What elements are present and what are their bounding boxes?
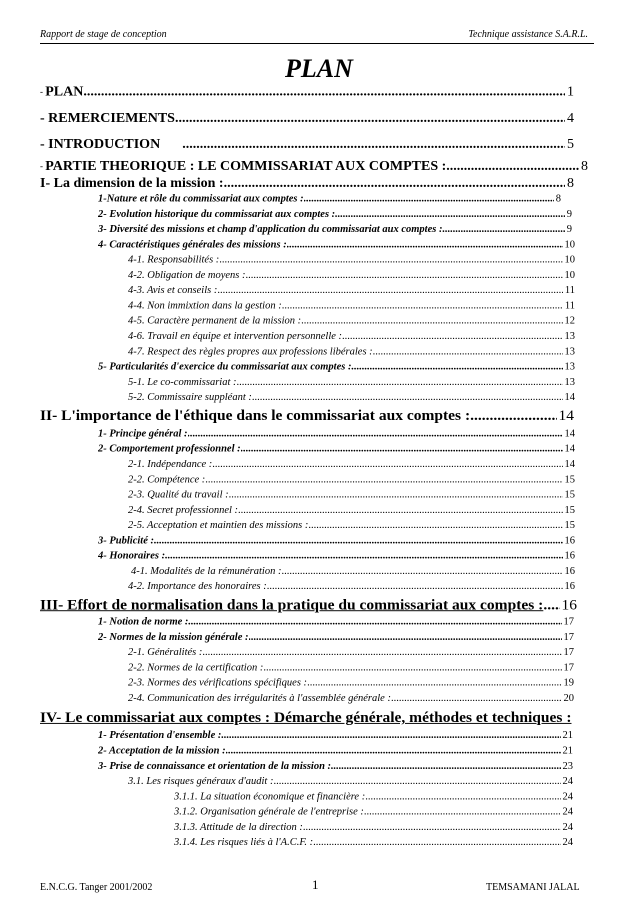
toc-entry: 4-1. Responsabilités : ..... 10 xyxy=(128,252,575,265)
toc-entry: 1-Nature et rôle du commissariat aux comptes : ..... 8 xyxy=(98,191,561,204)
toc-entry: 4-1. Modalités de la rémunération : ..... 16 xyxy=(131,563,575,576)
toc-entry: 2- Comportement professionnel : ..... 14 xyxy=(98,441,575,454)
toc-entry: 1- Principe général : ..... 14 xyxy=(98,426,575,439)
toc-entry-remerciements: - REMERCIEMENTS ..... 4 xyxy=(40,111,574,127)
toc-entry: 2-4. Secret professionnel : ..... 15 xyxy=(128,502,575,515)
toc-entry: 3- Prise de connaissance et orientation de la mission : ..... 23 xyxy=(98,758,573,771)
toc-entry: 5-2. Commissaire suppléant : ..... 14 xyxy=(128,390,575,403)
toc-entry-partie-theorique: - PARTIE THEORIQUE : LE COMMISSARIAT AUX COMPTES : ..... 8 xyxy=(40,159,588,175)
toc-entry: 2-2. Compétence : ..... 15 xyxy=(128,472,575,485)
toc-entry-section-4: IV- Le commissariat aux comptes : Démarche générale, méthodes et techniques : xyxy=(40,709,572,726)
toc-entry: 2-1. Généralités : ..... 17 xyxy=(128,645,574,658)
toc-entry: 3.1.2. Organisation générale de l'entreprise : ..... 24 xyxy=(174,804,573,817)
toc-entry: 2- Acceptation de la mission : ..... 21 xyxy=(98,743,573,756)
toc-entry: 4- Honoraires : ..... 16 xyxy=(98,548,575,561)
toc-entry: 3.1.3. Attitude de la direction : ..... 24 xyxy=(174,819,573,832)
toc-entry: 1- Notion de norme : ..... 17 xyxy=(98,614,574,627)
toc-entry: 4-4. Non immixtion dans la gestion : ..... 11 xyxy=(128,298,575,311)
toc-entry: 2-3. Qualité du travail : ..... 15 xyxy=(128,487,575,500)
toc-entry-section-2: II- L'importance de l'éthique dans le commissariat aux comptes : ..... 14 xyxy=(40,407,574,425)
toc-entry-plan: - PLAN ..... 1 xyxy=(40,84,574,100)
header-right: Technique assistance S.A.R.L. xyxy=(468,29,588,40)
toc-entry: 2-5. Acceptation et maintien des missions : ..... 15 xyxy=(128,518,575,531)
toc-entry: 3.1.1. La situation économique et financière : ..... 24 xyxy=(174,789,573,802)
toc-entry: 2-4. Communication des irrégularités à l'assemblée générale : ..... 20 xyxy=(128,690,574,703)
footer-right: TEMSAMANI JALAL xyxy=(486,882,580,893)
toc-entry: 4-7. Respect des règles propres aux professions libérales : ..... 13 xyxy=(128,344,575,357)
toc-entry: 4-3. Avis et conseils : ..... 11 xyxy=(128,283,575,296)
toc-entry-introduction: - INTRODUCTION ..... 5 xyxy=(40,137,574,153)
toc-entry: 2-3. Normes des vérifications spécifiques : ..... 19 xyxy=(128,675,574,688)
footer-page-number: 1 xyxy=(312,877,319,892)
toc-entry: 4-5. Caractère permanent de la mission : ..... 12 xyxy=(128,313,575,326)
toc-entry: 2- Evolution historique du commissariat aux comptes : ..... 9 xyxy=(98,206,572,219)
toc-entry-section-1: I- La dimension de la mission : ..... 8 xyxy=(40,176,574,192)
toc-entry: 1- Présentation d'ensemble : ..... 21 xyxy=(98,728,573,741)
header-left: Rapport de stage de conception xyxy=(40,29,167,40)
toc-entry: 3.1. Les risques généraux d'audit : ..... 24 xyxy=(128,774,573,787)
toc-entry: 3- Publicité : ..... 16 xyxy=(98,533,575,546)
toc-entry: 4-6. Travail en équipe et intervention personnelle : ..... 13 xyxy=(128,329,575,342)
toc-entry: 2-2. Normes de la certification : ..... 17 xyxy=(128,660,574,673)
toc-entry: 5- Particularités d'exercice du commissariat aux comptes : ..... 13 xyxy=(98,359,575,372)
toc-entry: 3.1.4. Les risques liés à l'A.C.F. : ..... 24 xyxy=(174,835,573,848)
page-title: PLAN xyxy=(285,54,353,83)
toc-entry-section-3: III- Effort de normalisation dans la pratique du commissariat aux comptes : ..... 16 xyxy=(40,596,577,614)
toc-entry: 3- Diversité des missions et champ d'application du commissariat aux comptes : ..... 9 xyxy=(98,222,572,235)
toc-entry: 4-2. Obligation de moyens : ..... 10 xyxy=(128,267,575,280)
toc-entry: 4-2. Importance des honoraires : ..... 16 xyxy=(128,579,575,592)
footer-left: E.N.C.G. Tanger 2001/2002 xyxy=(40,882,153,893)
toc-entry: 2- Normes de la mission générale : ..... 17 xyxy=(98,629,574,642)
toc-entry: 5-1. Le co-commissariat : ..... 13 xyxy=(128,374,575,387)
toc-entry: 2-1. Indépendance : ..... 14 xyxy=(128,456,575,469)
toc-entry: 4- Caractéristiques générales des missions : ..... 10 xyxy=(98,237,575,250)
